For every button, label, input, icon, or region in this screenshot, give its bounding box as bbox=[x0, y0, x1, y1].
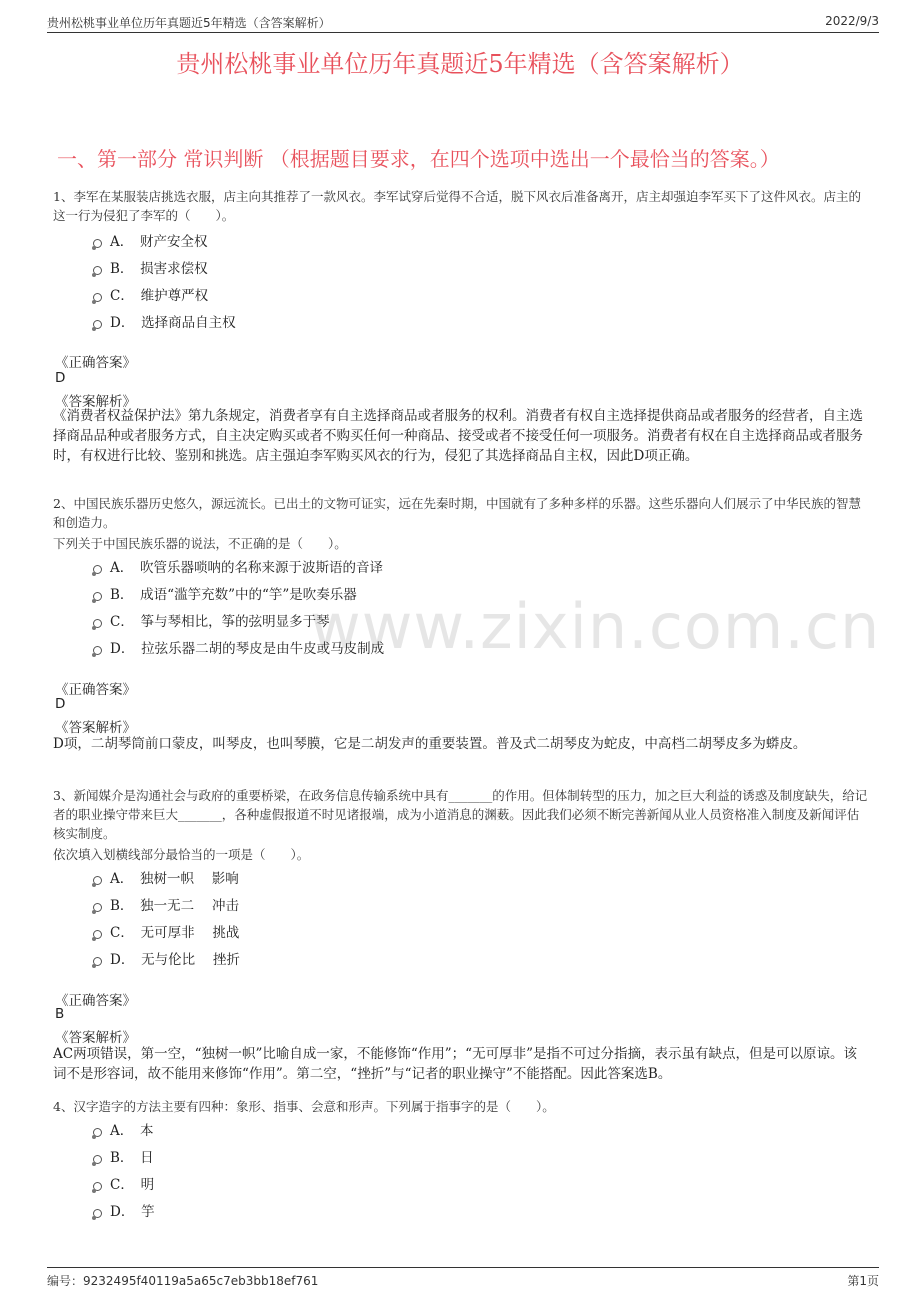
answer-label: 《正确答案》 bbox=[55, 993, 136, 1009]
question-1-explanation: 《消费者权益保护法》第九条规定，消费者享有自主选择商品或者服务的权利。消费者有权自主选择提供商品或者服务的经营者，自主选择商品品种或者服务方式，自主决定购买或者不购买任何一种商品、接受或者不接受任何一项服务。消费者有权在自主选择商品或者服务时，有权进行比较、鉴别和挑选。店主强迫李军购买风衣的行为，侵犯了其选择商品自主权，因此D项正确。 bbox=[53, 408, 863, 464]
question-2-option-c[interactable]: C． 筝与琴相比，筝的弦明显多于琴 bbox=[93, 610, 330, 630]
question-4-option-c[interactable]: C． 明 bbox=[93, 1173, 154, 1193]
radio-icon[interactable] bbox=[93, 320, 102, 329]
radio-icon[interactable] bbox=[93, 1155, 102, 1164]
question-3-answer: B bbox=[55, 1006, 65, 1022]
question-3-option-d[interactable]: D． 无与伦比 挫折 bbox=[93, 948, 240, 968]
question-4-option-b[interactable]: B． 日 bbox=[93, 1146, 154, 1166]
question-2-prompt: 下列关于中国民族乐器的说法，不正确的是（ ）。 bbox=[53, 536, 347, 551]
question-2-option-a[interactable]: A． 吹管乐器唢呐的名称来源于波斯语的音译 bbox=[93, 556, 383, 576]
radio-icon[interactable] bbox=[93, 876, 102, 885]
question-1-stem: 1、李军在某服装店挑选衣服，店主向其推荐了一款风衣。李军试穿后觉得不合适，脱下风衣后准备离开，店主却强迫李军买下了这件风衣。店主的这一行为侵犯了李军的（ ）。 bbox=[53, 189, 861, 223]
watermark: www.zixin.com.cn bbox=[310, 590, 881, 663]
radio-icon[interactable] bbox=[93, 293, 102, 302]
radio-icon[interactable] bbox=[93, 903, 102, 912]
question-1-answer: D bbox=[55, 370, 66, 386]
section-heading: 一、第一部分 常识判断 （根据题目要求，在四个选项中选出一个最恰当的答案。） bbox=[57, 147, 780, 171]
radio-icon[interactable] bbox=[93, 1128, 102, 1137]
radio-icon[interactable] bbox=[93, 1209, 102, 1218]
question-2-stem: 2、中国民族乐器历史悠久，源远流长。已出土的文物可证实，远在先秦时期，中国就有了多种多样的乐器。这些乐器向人们展示了中华民族的智慧和创造力。 bbox=[53, 496, 861, 530]
document-code: 编号：9232495f40119a5a65c7eb3bb18ef761 bbox=[47, 1274, 319, 1288]
explain-label: 《答案解析》 bbox=[55, 394, 136, 410]
question-2-option-d[interactable]: D． 拉弦乐器二胡的琴皮是由牛皮或马皮制成 bbox=[93, 637, 384, 657]
header-date: 2022/9/3 bbox=[825, 14, 879, 28]
question-3-prompt: 依次填入划横线部分最恰当的一项是（ ）。 bbox=[53, 847, 310, 862]
radio-icon[interactable] bbox=[93, 930, 102, 939]
question-4-option-a[interactable]: A． 本 bbox=[93, 1119, 154, 1139]
explain-label: 《答案解析》 bbox=[55, 720, 136, 736]
question-3-stem: 3、新闻媒介是沟通社会与政府的重要桥梁，在政务信息传输系统中具有_______的作用。但体制转型的压力，加之巨大利益的诱惑及制度缺失，给记者的职业操守带来巨大_______，各种虚假报道不时见诸报端，成为小道消息的渊薮。因此我们必须不断完善新闻从业人员资格准入制度及新闻评估核实制度。 bbox=[53, 788, 868, 841]
question-3-option-c[interactable]: C． 无可厚非 挑战 bbox=[93, 921, 239, 941]
question-2-option-b[interactable]: B． 成语“滥竽充数”中的“竽”是吹奏乐器 bbox=[93, 583, 357, 603]
question-2-explanation: D项，二胡琴筒前口蒙皮，叫琴皮，也叫琴膜，它是二胡发声的重要装置。普及式二胡琴皮为蛇皮，中高档二胡琴皮多为蟒皮。 bbox=[53, 736, 807, 752]
radio-icon[interactable] bbox=[93, 619, 102, 628]
page-number: 第1页 bbox=[847, 1274, 879, 1288]
question-1-option-c[interactable]: C． 维护尊严权 bbox=[93, 284, 208, 304]
question-1-option-b[interactable]: B． 损害求偿权 bbox=[93, 257, 208, 277]
radio-icon[interactable] bbox=[93, 239, 102, 248]
radio-icon[interactable] bbox=[93, 565, 102, 574]
radio-icon[interactable] bbox=[93, 1182, 102, 1191]
radio-icon[interactable] bbox=[93, 266, 102, 275]
question-3-option-a[interactable]: A． 独树一帜 影响 bbox=[93, 867, 239, 887]
page-title: 贵州松桃事业单位历年真题近5年精选（含答案解析） bbox=[176, 50, 744, 78]
question-4-stem: 4、汉字造字的方法主要有四种：象形、指事、会意和形声。下列属于指事字的是（ ）。 bbox=[53, 1099, 555, 1114]
answer-label: 《正确答案》 bbox=[55, 355, 136, 371]
radio-icon[interactable] bbox=[93, 957, 102, 966]
question-2-answer: D bbox=[55, 696, 66, 712]
question-1-option-d[interactable]: D． 选择商品自主权 bbox=[93, 311, 236, 331]
question-3-explanation: AC两项错误，第一空，“独树一帜”比喻自成一家，不能修饰“作用”；“无可厚非”是指不可过分指摘，表示虽有缺点，但是可以原谅。该词不是形容词，故不能用来修饰“作用”。第二空，“挫折”与“记者的职业操守”不能搭配。因此答案选B。 bbox=[53, 1046, 857, 1082]
page-footer bbox=[47, 1267, 879, 1288]
question-4-option-d[interactable]: D． 竽 bbox=[93, 1200, 155, 1220]
explain-label: 《答案解析》 bbox=[55, 1030, 136, 1046]
question-1-option-a[interactable]: A． 财产安全权 bbox=[93, 230, 208, 250]
radio-icon[interactable] bbox=[93, 646, 102, 655]
question-3-option-b[interactable]: B． 独一无二 冲击 bbox=[93, 894, 239, 914]
page-header bbox=[47, 12, 879, 33]
answer-label: 《正确答案》 bbox=[55, 682, 136, 698]
radio-icon[interactable] bbox=[93, 592, 102, 601]
header-doc-title: 贵州松桃事业单位历年真题近5年精选（含答案解析） bbox=[47, 16, 331, 30]
